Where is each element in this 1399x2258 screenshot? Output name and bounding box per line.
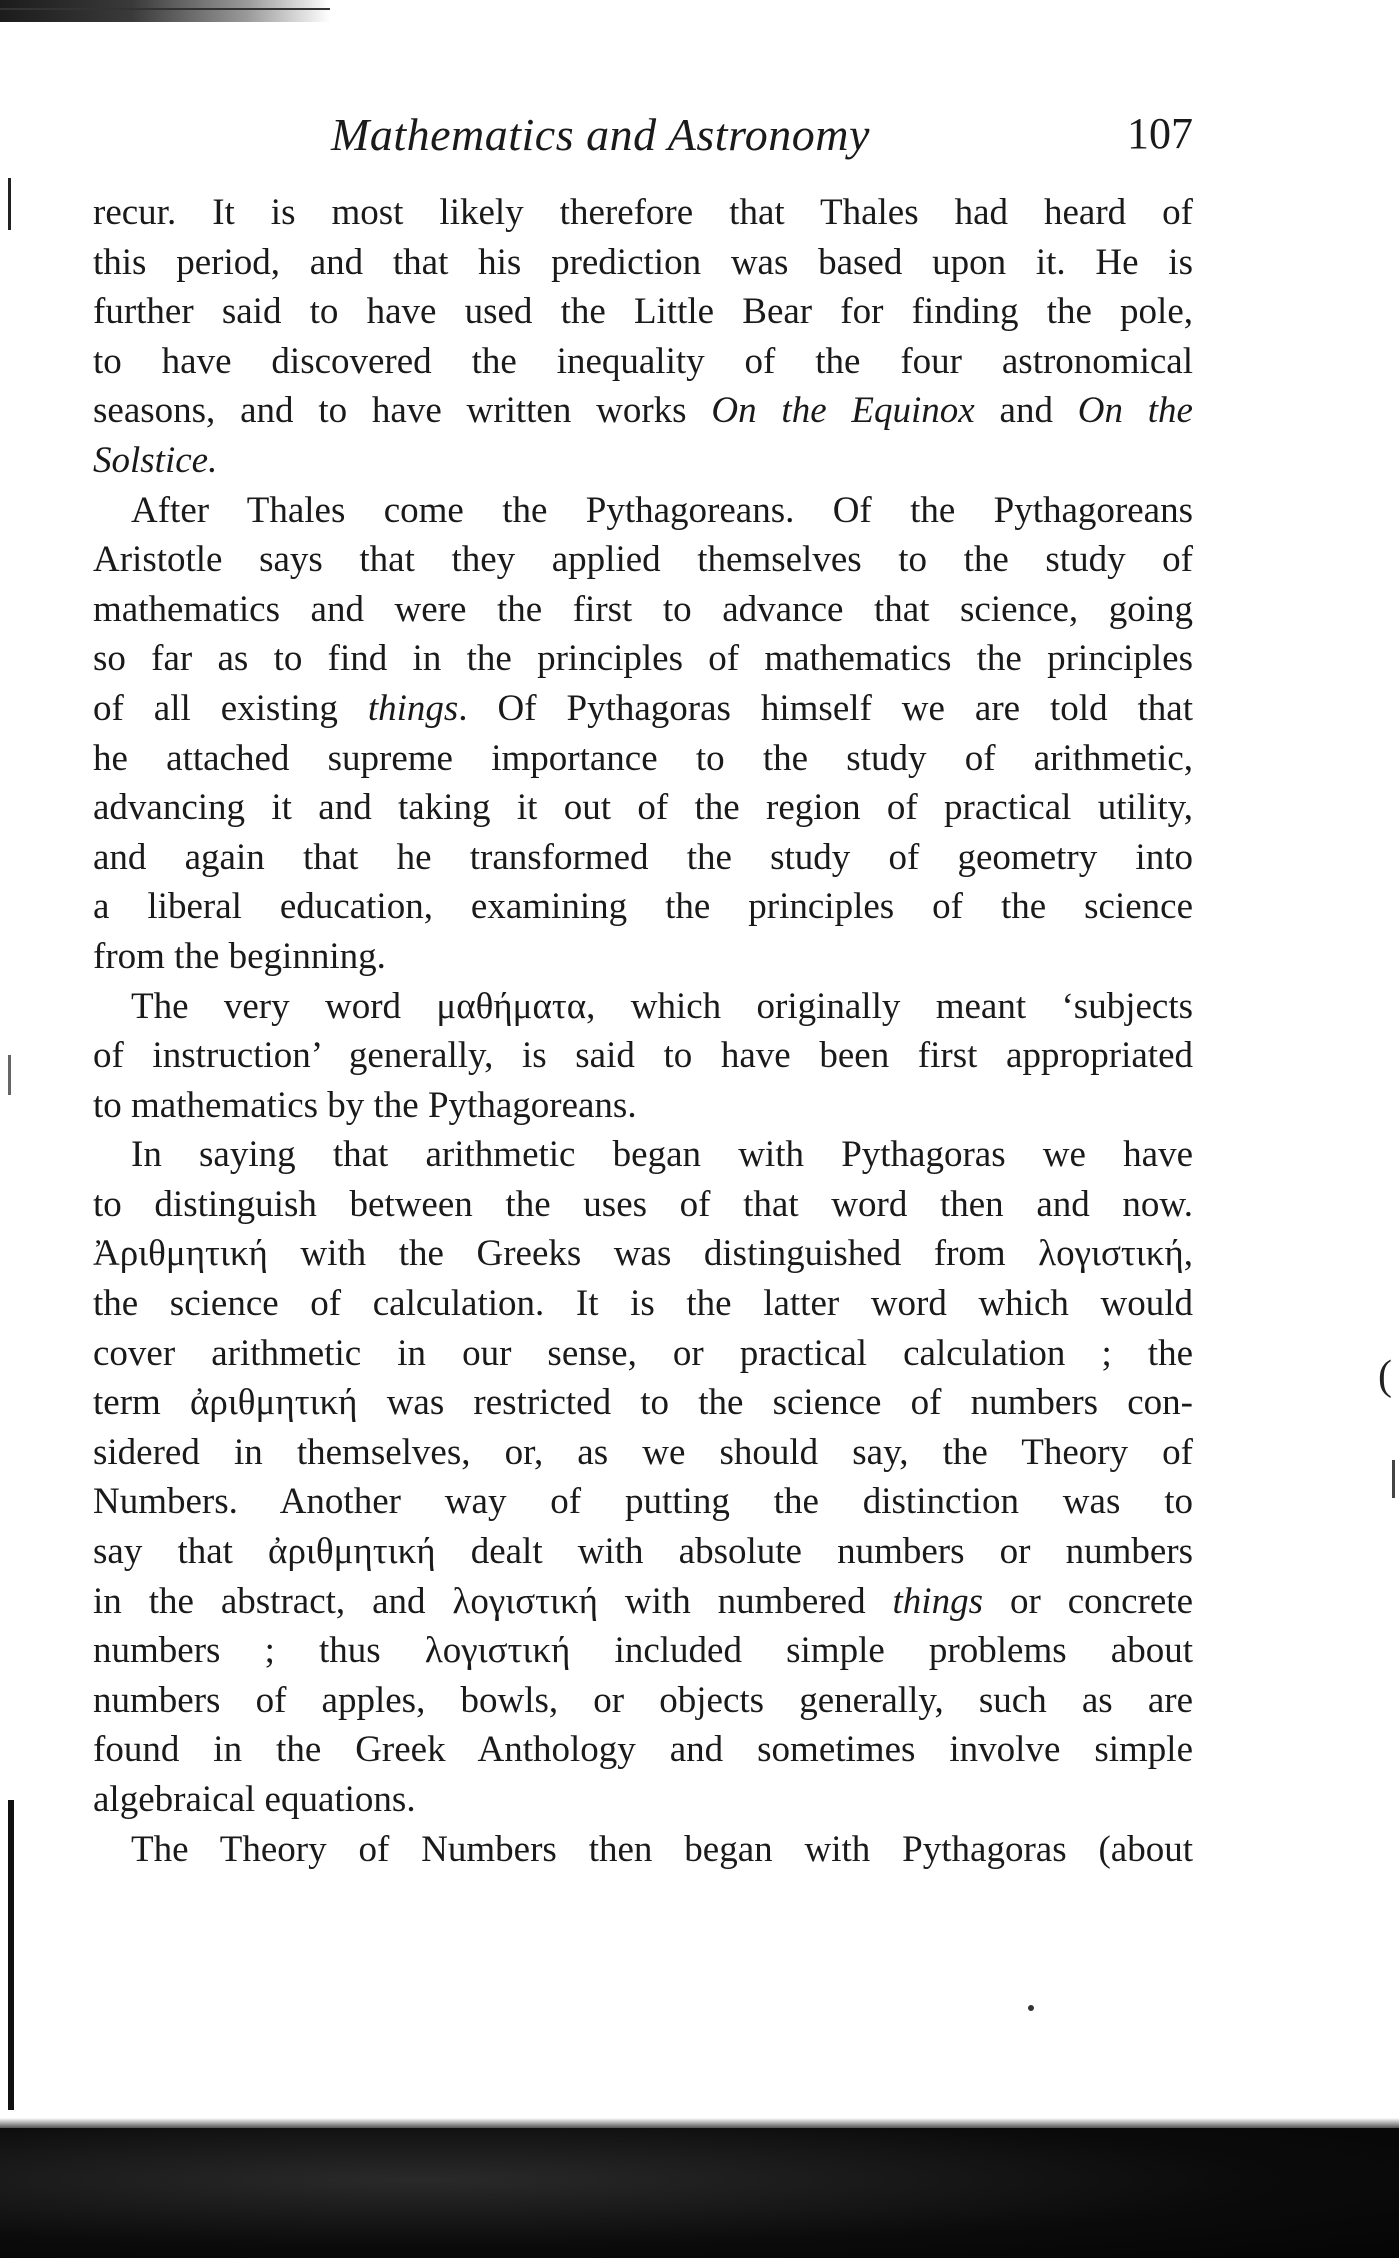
text-line: the science of calculation. It is the latter word which would [93, 1283, 1193, 1325]
running-title: Mathematics and Astronomy [331, 109, 870, 160]
text-line: algebraical equations. [93, 1779, 416, 1820]
scan-shadow-bottom [0, 2128, 1399, 2258]
text-line: advancing it and taking it out of the region of practical utility, [93, 787, 1193, 829]
text-line: numbers of apples, bowls, or objects generally, such as are [93, 1679, 1193, 1721]
margin-mark [8, 1055, 11, 1095]
italic-phrase: On the Equinox [711, 390, 975, 432]
text-line: from the beginning. [93, 935, 386, 977]
text-line: this period, and that his prediction was based upon it. He is [93, 241, 1193, 283]
italic-phrase: things [367, 687, 459, 729]
running-header [93, 108, 1193, 170]
text-line [93, 436, 1193, 486]
text-line: to have discovered the inequality of the four astronomical [93, 340, 1193, 382]
text-line: of instruction’ generally, is said to have been first appropriated [93, 1035, 1193, 1077]
body-text [93, 188, 1193, 1874]
italic-phrase: Solstice. [93, 439, 218, 481]
text-line: to distinguish between the uses of that word then and now. [93, 1183, 1193, 1225]
text-line: of all existing things. Of Pythagoras himself we are told that [93, 687, 1194, 729]
scan-edge-line [0, 8, 330, 10]
text-line: Aristotle says that they applied themselves to the study of [93, 539, 1193, 581]
text-line: in the abstract, and λογιστική with numbered things or concrete [93, 1580, 1193, 1622]
text-line: seasons, and to have written works On the Equinox and On the [93, 390, 1193, 432]
text-line: say that ἀριθμητική dealt with absolute numbers or numbers [93, 1531, 1193, 1573]
text-line: Ἀριθμητική with the Greeks was distinguished from λογιστική, [93, 1233, 1193, 1275]
italic-phrase: On the [1077, 390, 1193, 432]
text-line: After Thales come the Pythagoreans. Of the Pythagoreans [131, 489, 1193, 531]
text-line: term ἀριθμητική was restricted to the science of numbers con- [93, 1382, 1193, 1424]
scan-shadow-top [0, 0, 330, 22]
text-line: Numbers. Another way of putting the distinction was to [93, 1481, 1193, 1523]
italic-phrase: things [892, 1580, 983, 1622]
text-line: mathematics and were the first to advance that science, going [93, 588, 1193, 630]
text-line: to mathematics by the Pythagoreans. [93, 1084, 637, 1126]
text-line: cover arithmetic in our sense, or practical calculation ; the [93, 1332, 1193, 1374]
margin-mark [8, 178, 11, 230]
text-line: so far as to find in the principles of mathematics the principles [93, 638, 1193, 680]
text-line: he attached supreme importance to the study of arithmetic, [93, 737, 1193, 779]
text-line: recur. It is most likely therefore that Thales had heard of [93, 192, 1193, 233]
text-line: further said to have used the Little Bear for finding the pole, [93, 291, 1193, 333]
margin-parenthesis-mark: ( [1378, 1353, 1392, 1399]
margin-mark [1392, 1460, 1395, 1498]
text-line: a liberal education, examining the principles of the science [93, 886, 1193, 928]
text-line: found in the Greek Anthology and sometimes involve simple [93, 1729, 1193, 1771]
ink-speck [1028, 2005, 1034, 2011]
text-line: and again that he transformed the study of geometry into [93, 836, 1193, 878]
text-line: numbers ; thus λογιστική included simple problems about [93, 1630, 1193, 1672]
text-line: sidered in themselves, or, as we should say, the Theory of [93, 1431, 1193, 1473]
text-line: In saying that arithmetic began with Pythagoras we have [131, 1134, 1193, 1176]
text-line: The very word μαθήματα, which originally meant ‘subjects [131, 985, 1193, 1027]
text-line: The Theory of Numbers then began with Pythagoras (about [131, 1828, 1193, 1870]
page-number: 107 [1127, 109, 1193, 158]
binding-shadow [8, 1800, 14, 2110]
